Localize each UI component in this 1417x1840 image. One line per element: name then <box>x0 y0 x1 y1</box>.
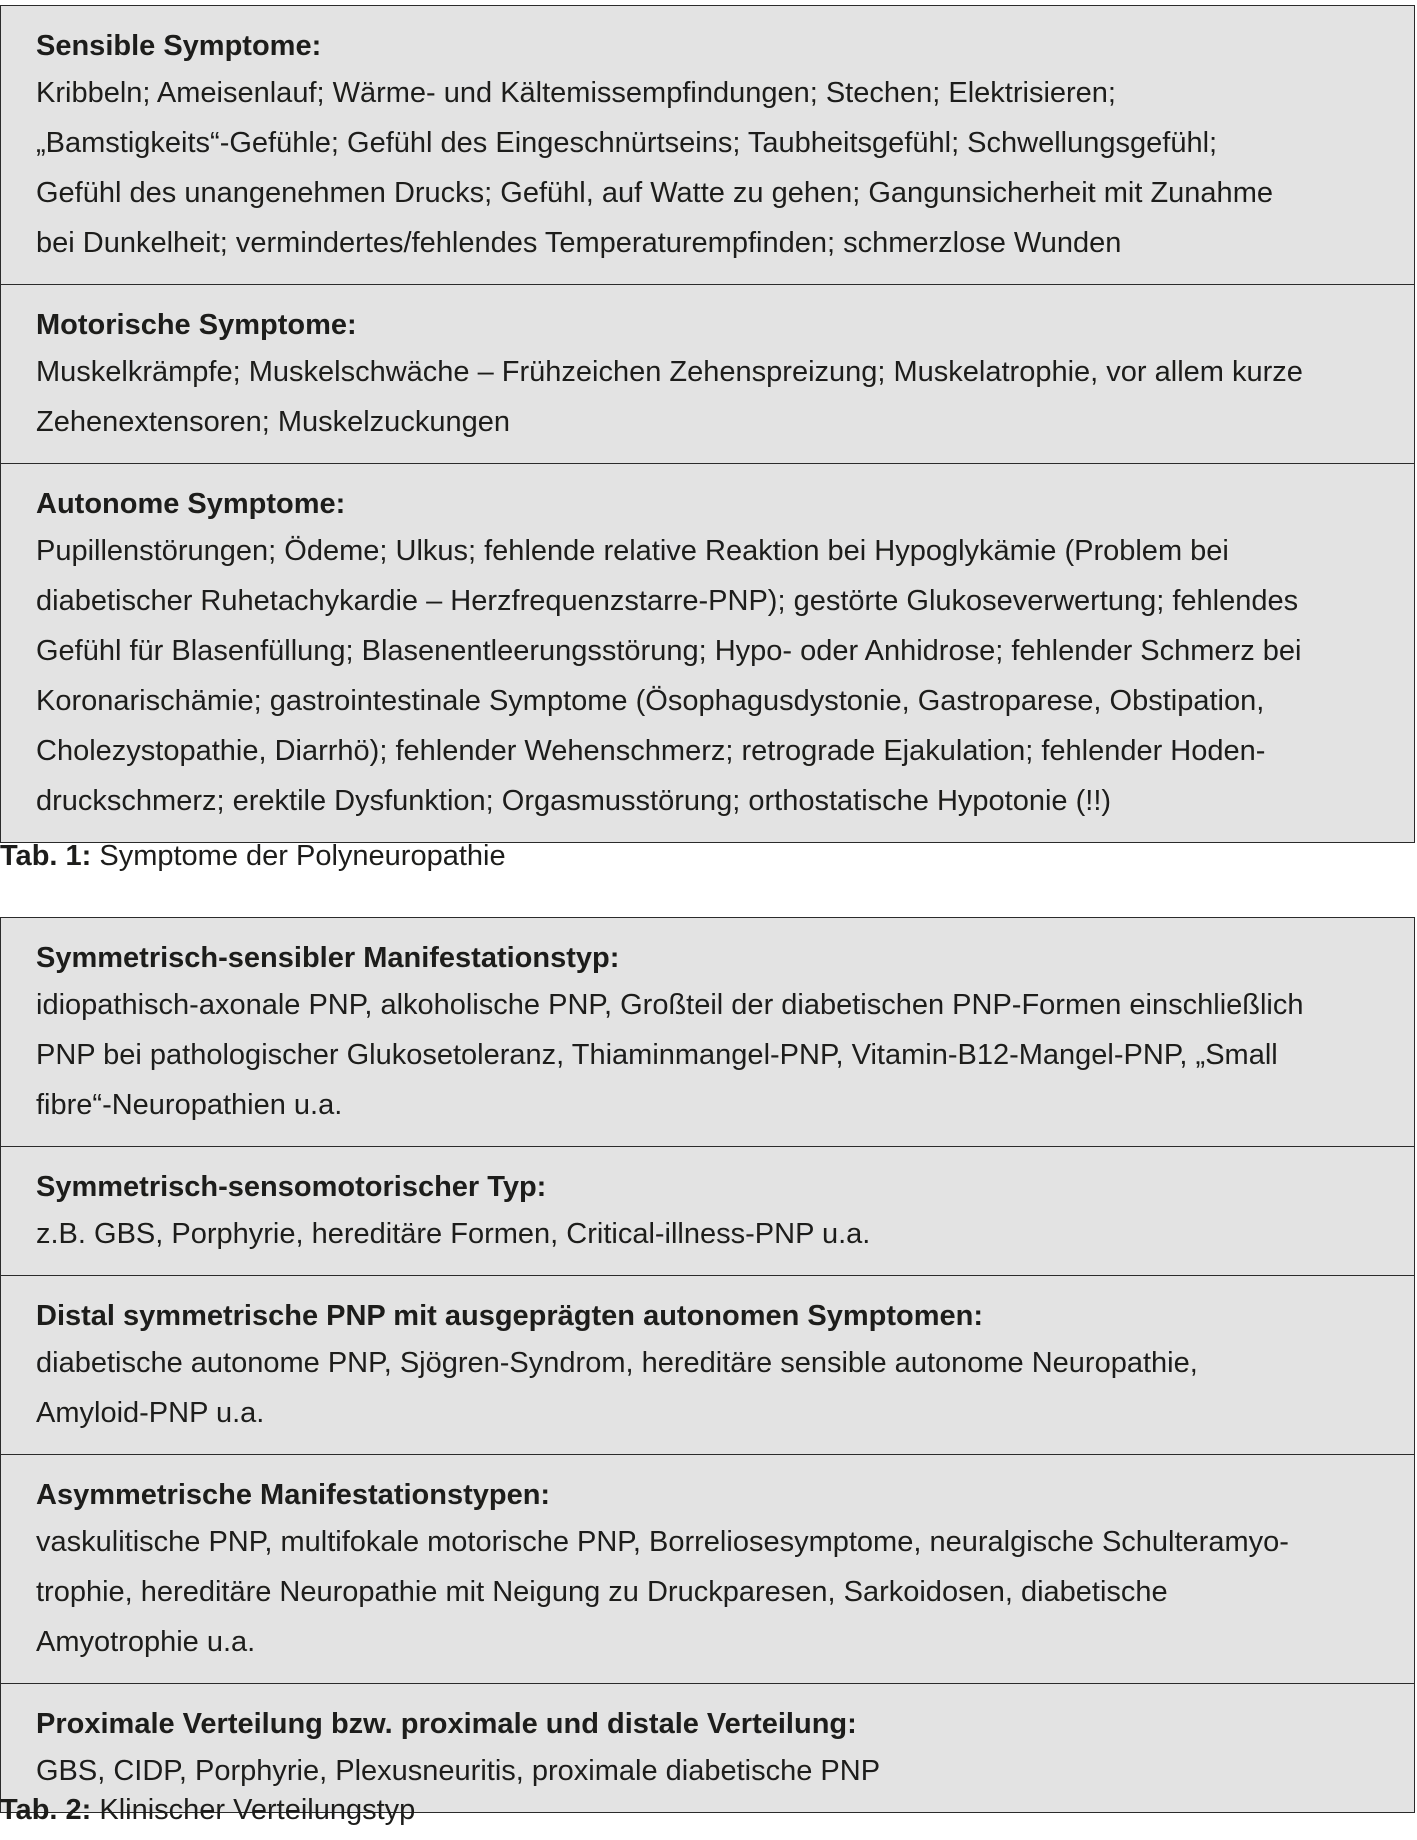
caption-text: Klinischer Verteilungstyp <box>91 1794 416 1826</box>
row-text <box>36 1338 1388 1438</box>
text-line: Zehenextensoren; Muskelzuckungen <box>36 406 510 438</box>
text-line: fibre“-Neuropathien u.a. <box>36 1089 343 1121</box>
table-row-distal-autonom <box>1 1275 1414 1454</box>
table-caption <box>0 1792 415 1828</box>
row-text <box>36 526 1388 826</box>
text-line: Amyotrophie u.a. <box>36 1626 256 1658</box>
row-heading: Asymmetrische Manifestationstypen: <box>36 1479 551 1511</box>
table-row-symmetrisch-sensibel <box>1 918 1414 1146</box>
table-row-sensible <box>1 6 1414 284</box>
row-text <box>36 980 1388 1130</box>
text-line: Koronarischämie; gastrointestinale Symptome (Ösophagusdystonie, Gastroparese, Obstipation, <box>36 685 1265 717</box>
distribution-table <box>0 917 1415 1813</box>
row-text <box>36 1209 1388 1259</box>
row-heading: Autonome Symptome: <box>36 488 346 520</box>
row-heading: Symmetrisch-sensibler Manifestationstyp: <box>36 942 620 974</box>
row-heading: Motorische Symptome: <box>36 309 357 341</box>
table-caption <box>0 838 506 874</box>
row-text <box>36 68 1388 268</box>
row-heading: Proximale Verteilung bzw. proximale und distale Verteilung: <box>36 1708 857 1740</box>
table-row-symmetrisch-sensomotorisch <box>1 1146 1414 1275</box>
text-line: idiopathisch-axonale PNP, alkoholische PNP, Großteil der diabetischen PNP-Formen einschließlich <box>36 989 1304 1021</box>
text-line: Cholezystopathie, Diarrhö); fehlender Wehenschmerz; retrograde Ejakulation; fehlender Hoden- <box>36 735 1266 767</box>
row-heading: Symmetrisch-sensomotorischer Typ: <box>36 1171 547 1203</box>
text-line: diabetischer Ruhetachykardie – Herzfrequenzstarre-PNP); gestörte Glukoseverwertung; fehlendes <box>36 585 1299 617</box>
text-line: trophie, hereditäre Neuropathie mit Neigung zu Druckparesen, Sarkoidosen, diabetische <box>36 1576 1168 1608</box>
text-line: Gefühl für Blasenfüllung; Blasenentleerungsstörung; Hypo- oder Anhidrose; fehlender Schmerz bei <box>36 635 1302 667</box>
text-line: z.B. GBS, Porphyrie, hereditäre Formen, Critical-illness-PNP u.a. <box>36 1218 871 1250</box>
table-row-autonome <box>1 463 1414 842</box>
text-line: Amyloid-PNP u.a. <box>36 1397 265 1429</box>
row-text <box>36 1517 1388 1667</box>
caption-label: Tab. 1: <box>0 840 92 872</box>
caption-label: Tab. 2: <box>0 1794 92 1826</box>
text-line: GBS, CIDP, Porphyrie, Plexusneuritis, proximale diabetische PNP <box>36 1755 881 1787</box>
text-line: Pupillenstörungen; Ödeme; Ulkus; fehlende relative Reaktion bei Hypoglykämie (Problem bei <box>36 535 1229 567</box>
text-line: PNP bei pathologischer Glukosetoleranz, Thiaminmangel-PNP, Vitamin-B12-Mangel-PNP, „Small <box>36 1039 1278 1071</box>
text-line: vaskulitische PNP, multifokale motorische PNP, Borreliosesymptome, neuralgische Schulteramyo- <box>36 1526 1289 1558</box>
row-heading: Sensible Symptome: <box>36 30 322 62</box>
row-text <box>36 347 1388 447</box>
symptom-table <box>0 5 1415 843</box>
text-line: bei Dunkelheit; vermindertes/fehlendes Temperaturempfinden; schmerzlose Wunden <box>36 227 1122 259</box>
text-line: Kribbeln; Ameisenlauf; Wärme- und Kältemissempfindungen; Stechen; Elektrisieren; <box>36 77 1116 109</box>
text-line: „Bamstigkeits“-Gefühle; Gefühl des Eingeschnürtseins; Taubheitsgefühl; Schwellungsgefühl; <box>36 127 1218 159</box>
row-heading: Distal symmetrische PNP mit ausgeprägten autonomen Symptomen: <box>36 1300 984 1332</box>
table-row-motorische <box>1 284 1414 463</box>
text-line: druckschmerz; erektile Dysfunktion; Orgasmusstörung; orthostatische Hypotonie (!!) <box>36 785 1112 817</box>
text-line: Muskelkrämpfe; Muskelschwäche – Frühzeichen Zehenspreizung; Muskelatrophie, vor allem kurze <box>36 356 1303 388</box>
table-row-asymmetrisch <box>1 1454 1414 1683</box>
text-line: diabetische autonome PNP, Sjögren-Syndrom, hereditäre sensible autonome Neuropathie, <box>36 1347 1198 1379</box>
caption-text: Symptome der Polyneuropathie <box>91 840 506 872</box>
row-text <box>36 1746 1388 1796</box>
text-line: Gefühl des unangenehmen Drucks; Gefühl, auf Watte zu gehen; Gangunsicherheit mit Zunahme <box>36 177 1273 209</box>
